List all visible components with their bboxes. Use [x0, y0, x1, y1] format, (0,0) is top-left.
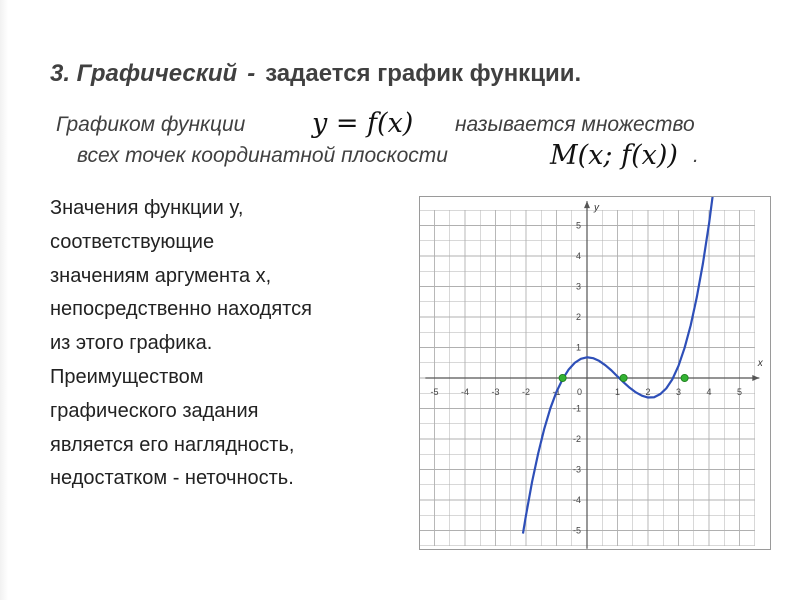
y-tick-label: 4 [575, 251, 581, 261]
x-tick-label: 1 [614, 387, 621, 397]
x-tick-label: -5 [430, 387, 439, 397]
root-point [620, 374, 627, 381]
chart-svg [420, 197, 770, 549]
body-line: графического задания [50, 399, 259, 422]
y-tick-label: 2 [575, 312, 581, 322]
function-graph [419, 196, 771, 550]
definition-part1: Графиком функции [56, 113, 246, 136]
x-axis-label: x [757, 358, 763, 369]
body-line: из этого графика. [50, 332, 213, 355]
body-line: Преимуществом [50, 365, 204, 388]
y-tick-label: 1 [575, 342, 581, 353]
x-tick-label: -3 [491, 387, 500, 397]
body-line: является его наглядность, [50, 433, 295, 456]
body-text [50, 192, 410, 496]
y-tick-label: 5 [575, 220, 581, 231]
x-tick-label: 2 [645, 387, 651, 397]
x-tick-label: 3 [675, 387, 682, 397]
root-point [681, 374, 688, 381]
body-line: Значения функции y, [50, 197, 244, 219]
definition-part3: всех точек координатной плоскости [77, 144, 448, 167]
y-tick-label: 3 [575, 281, 581, 292]
definition-part2: называется множество [455, 113, 695, 136]
x-tick-label: 5 [736, 387, 743, 397]
definition-end-period: . [693, 144, 699, 167]
formula-y-equals-f-x: y = f(x) [312, 108, 414, 139]
y-tick-label: -3 [572, 464, 581, 475]
function-curve [523, 197, 727, 534]
heading-number: 3. Графический [50, 60, 238, 87]
x-tick-label: 4 [706, 387, 712, 397]
body-line: значениям аргумента x, [50, 264, 272, 287]
slide-heading [50, 60, 581, 88]
origin-label: 0 [576, 387, 582, 397]
formula-m-point: M(x; f(x)) [550, 140, 678, 171]
x-tick-label: -1 [552, 387, 561, 397]
root-point [559, 374, 566, 381]
y-axis-arrow [584, 201, 590, 208]
heading-dash: - [247, 60, 256, 87]
y-tick-label: -2 [572, 434, 581, 444]
y-tick-label: -1 [572, 403, 581, 414]
body-line: соответствующие [50, 230, 215, 253]
heading-rest: задается график функции. [265, 60, 582, 87]
x-tick-label: -2 [521, 387, 531, 397]
y-axis-label: y [594, 202, 599, 214]
x-axis-arrow [752, 375, 759, 381]
y-tick-label: -4 [572, 495, 581, 505]
y-tick-label: -5 [572, 525, 581, 536]
x-tick-label: -4 [460, 387, 470, 397]
slide-edge [0, 0, 8, 600]
body-line: непосредственно находятся [50, 298, 312, 321]
body-line: недостатком - неточность. [50, 467, 294, 490]
